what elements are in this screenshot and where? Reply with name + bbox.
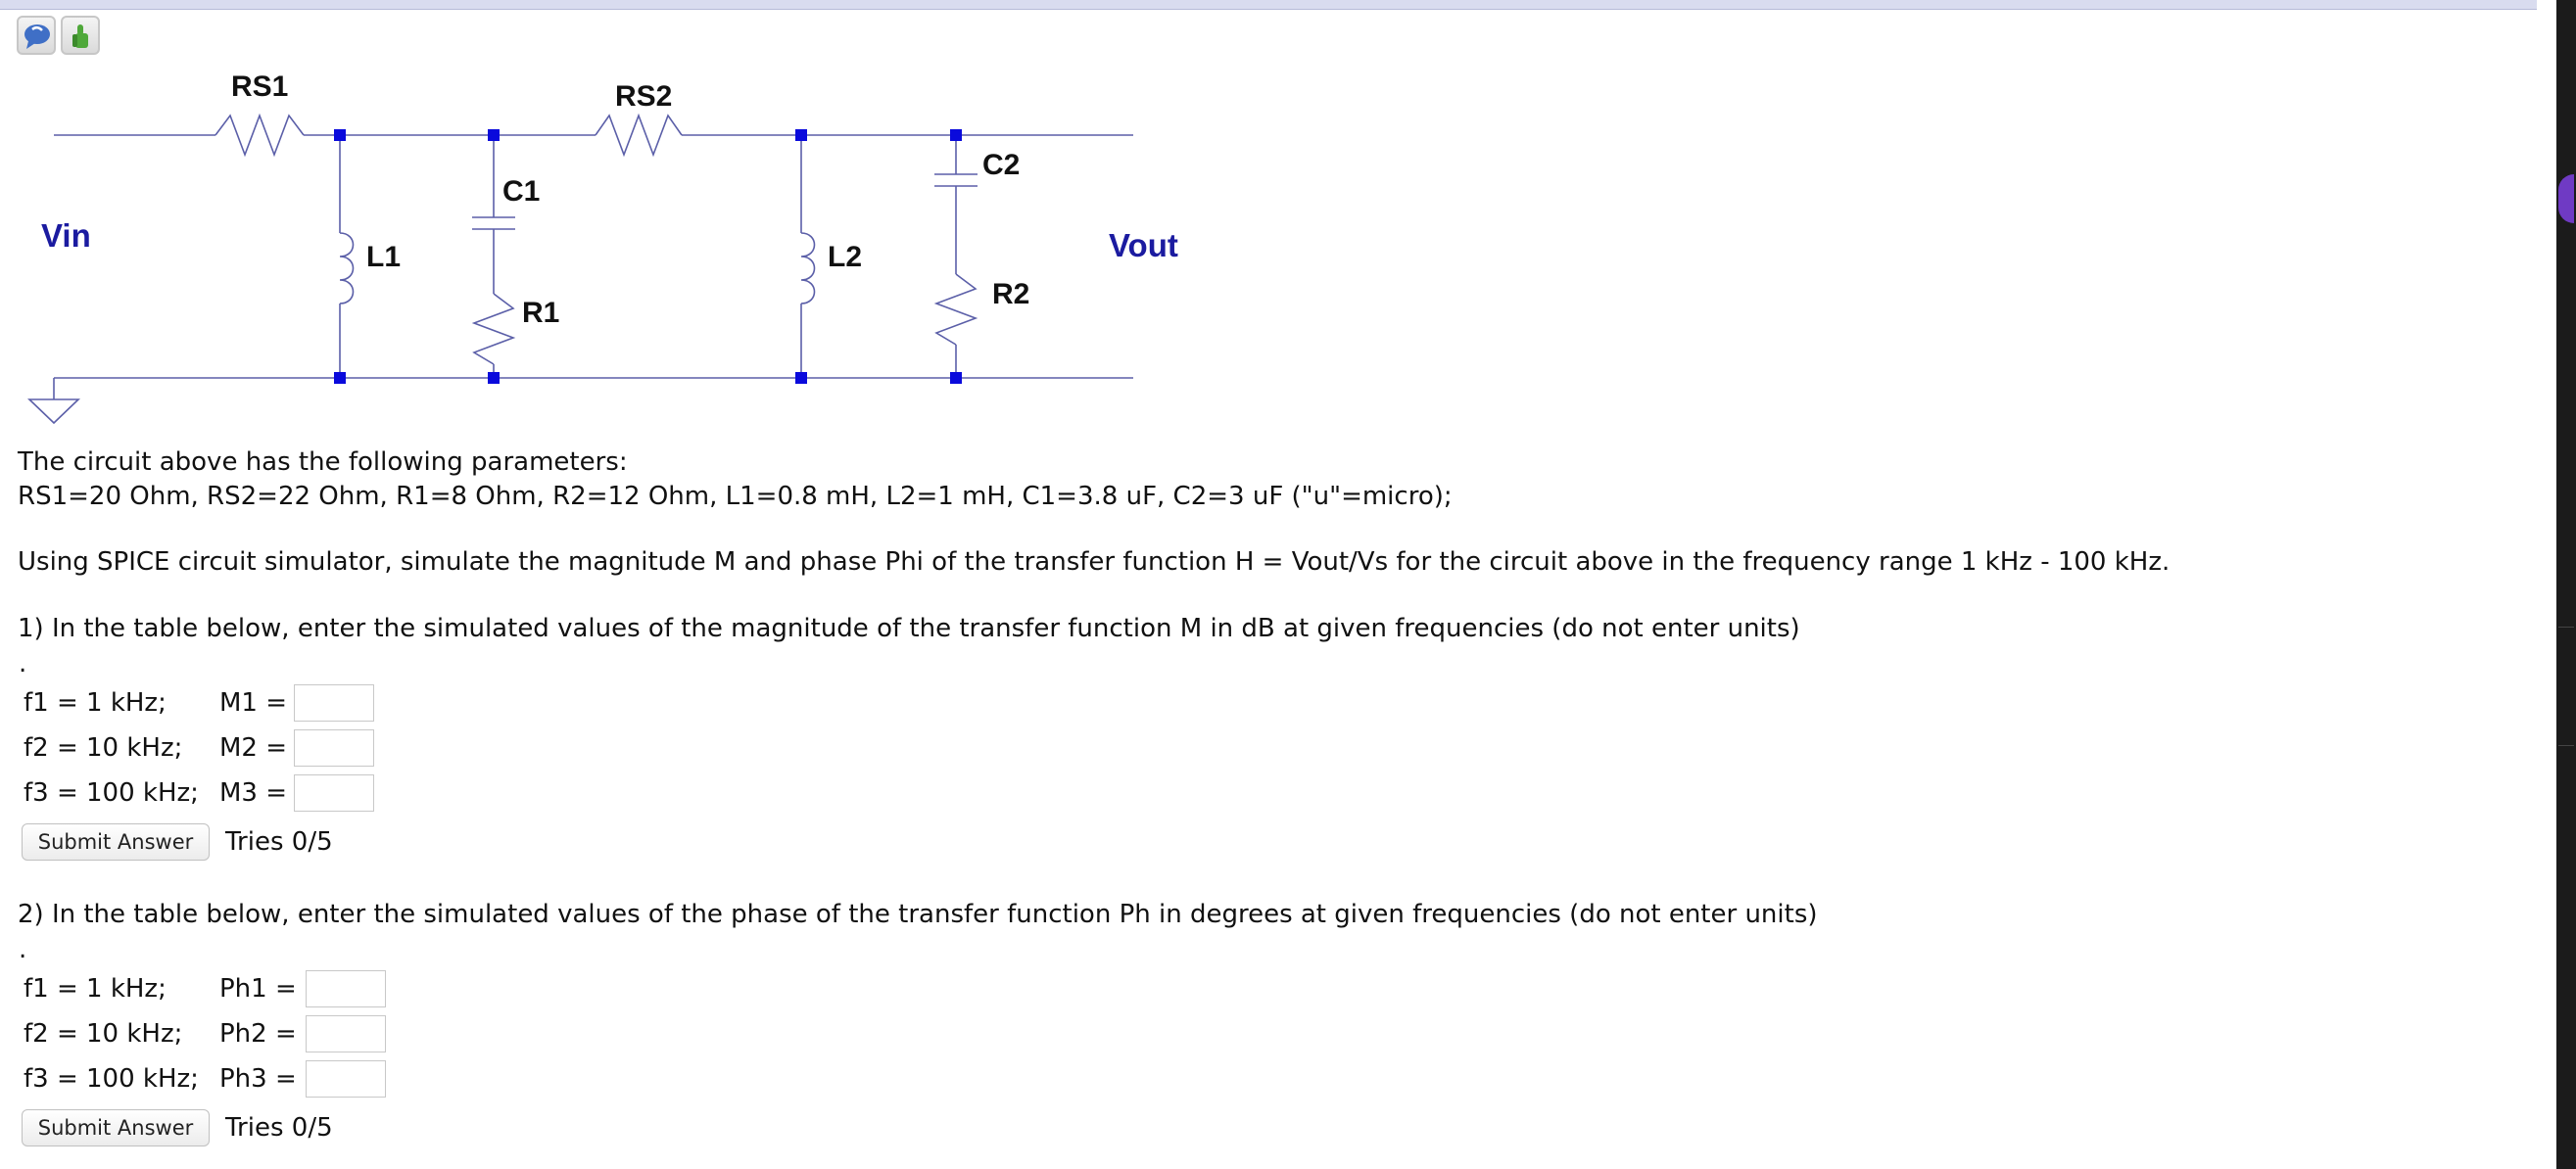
m1-input[interactable] (294, 684, 374, 722)
task-description: Using SPICE circuit simulator, simulate the magnitude M and phase Phi of the transfer function H = Vout/Vs for the circuit above in the frequency range 1 kHz - 100 kHz. (18, 547, 2171, 577)
freq-label: f3 = 100 kHz; (24, 1064, 199, 1094)
m2-input[interactable] (294, 729, 374, 767)
params-values: RS1=20 Ohm, RS2=22 Ohm, R1=8 Ohm, R2=12 Ohm, L1=0.8 mH, L2=1 mH, C1=3.8 uF, C2=3 uF ("u"=micro); (18, 482, 1453, 511)
circuit-nodes (334, 129, 962, 384)
freq-label: f1 = 1 kHz; (24, 974, 167, 1004)
part2-row-2 (24, 1014, 297, 1053)
label-c2: C2 (982, 149, 1021, 181)
circuit-diagram (0, 59, 1215, 431)
submit-answer-button-2[interactable]: Submit Answer (22, 1109, 210, 1146)
m3-label: M3 = (219, 778, 288, 808)
feedback-button[interactable] (61, 16, 100, 55)
part2-question: 2) In the table below, enter the simulated values of the phase of the transfer function Ph in degrees at given frequencies (do not enter units) (18, 900, 1818, 929)
label-l1: L1 (366, 241, 402, 273)
scroll-thumb[interactable] (2558, 174, 2574, 223)
part2-dot: . (19, 935, 27, 964)
discussion-icon (23, 22, 52, 51)
freq-label: f1 = 1 kHz; (24, 688, 167, 718)
part1-row-2 (24, 728, 287, 768)
part1-dot: . (19, 649, 27, 678)
label-rs1: RS1 (231, 70, 289, 103)
freq-label: f2 = 10 kHz; (24, 733, 183, 763)
ph3-label: Ph3 = (219, 1064, 297, 1094)
submit-answer-button-1[interactable]: Submit Answer (22, 823, 210, 861)
discussion-button[interactable] (17, 16, 56, 55)
part1-question: 1) In the table below, enter the simulated values of the magnitude of the transfer function M in dB at given frequencies (do not enter units) (18, 614, 1800, 643)
ph2-label: Ph2 = (219, 1019, 297, 1049)
ph3-input[interactable] (306, 1060, 386, 1098)
label-rs2: RS2 (615, 80, 673, 113)
tries-counter-1: Tries 0/5 (225, 827, 333, 857)
scroll-track-marks (2558, 627, 2574, 746)
label-vout: Vout (1109, 227, 1178, 263)
m3-input[interactable] (294, 774, 374, 812)
top-border (0, 0, 2537, 10)
label-r2: R2 (992, 278, 1030, 310)
ph1-input[interactable] (306, 970, 386, 1007)
m2-label: M2 = (219, 733, 288, 763)
part2-row-3 (24, 1059, 297, 1099)
m1-label: M1 = (219, 688, 288, 718)
tries-counter-2: Tries 0/5 (225, 1113, 333, 1143)
ph2-input[interactable] (306, 1015, 386, 1052)
part1-row-1 (24, 683, 287, 723)
params-intro: The circuit above has the following parameters: (18, 447, 628, 477)
feedback-icon (67, 22, 96, 51)
label-r1: R1 (522, 297, 560, 329)
part2-row-1 (24, 969, 297, 1008)
freq-label: f3 = 100 kHz; (24, 778, 199, 808)
freq-label: f2 = 10 kHz; (24, 1019, 183, 1049)
label-c1: C1 (502, 175, 541, 208)
label-l2: L2 (828, 241, 863, 273)
part1-row-3 (24, 773, 287, 813)
label-vin: Vin (41, 217, 91, 254)
ph1-label: Ph1 = (219, 974, 297, 1004)
